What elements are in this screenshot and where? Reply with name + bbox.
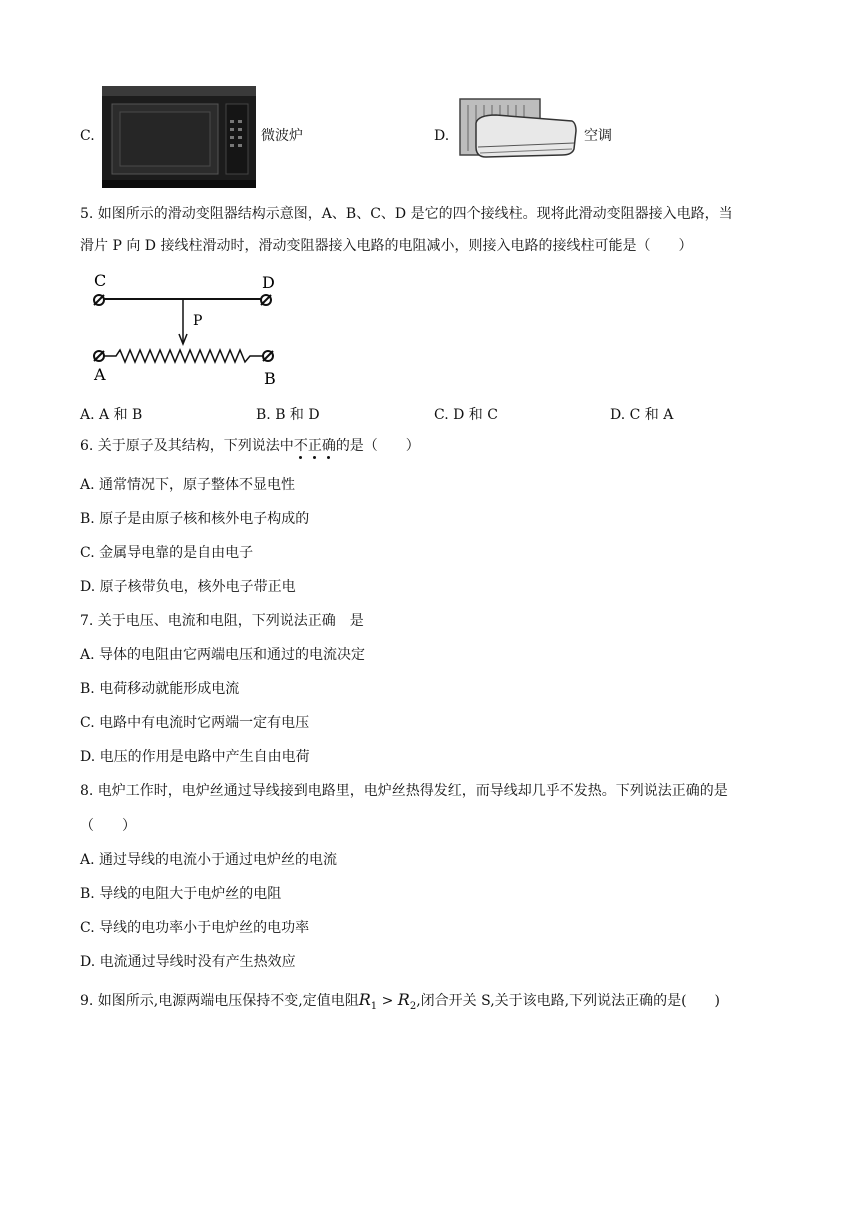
q8-option-b: B. 导线的电阻大于电炉丝的电阻 (80, 886, 282, 902)
terminal-a (94, 351, 104, 361)
q6-option-d: D. 原子核带负电，核外电子带正电 (80, 579, 296, 595)
rheostat-diagram (80, 268, 300, 390)
q8-option-d: D. 电流通过导线时没有产生热效应 (80, 954, 296, 970)
slider-p-label: P (193, 313, 203, 329)
q6-option-b: B. 原子是由原子核和核外电子构成的 (80, 511, 310, 527)
q5-stem-line2: 滑片 P 向 D 接线柱滑动时，滑动变阻器接入电路的电阻减小，则接入电路的接线柱可能是（ ） (80, 238, 693, 254)
q6-emphasis-2: 正 (307, 438, 322, 454)
q7-option-b: B. 电荷移动就能形成电流 (80, 681, 240, 697)
option-d-letter: D. (434, 128, 450, 144)
resistance-coil (104, 350, 263, 362)
q9-r2-symbol: R (397, 990, 410, 1009)
terminal-d (261, 295, 271, 305)
q9-greater-than: > (377, 993, 398, 1009)
q5-option-b: B. B 和 D (256, 407, 320, 423)
option-c-letter: C. (80, 128, 95, 144)
q6-stem-pre: 6. 关于原子及其结构，下列说法中 (80, 438, 294, 454)
option-d-label: 空调 (584, 128, 612, 144)
q5-option-c: C. D 和 C (434, 407, 498, 423)
q8-stem-line2: （ ） (80, 818, 136, 834)
q9-r2-subscript: 2 (409, 1000, 417, 1012)
terminal-a-label: A (94, 365, 106, 384)
q9-r1-subscript: 1 (370, 1000, 378, 1012)
q9-stem-post: ,闭合开关 S,关于该电路,下列说法正确的是( ) (416, 993, 721, 1009)
q6-option-c: C. 金属导电靠的是自由电子 (80, 545, 254, 561)
option-c-label: 微波炉 (261, 128, 303, 144)
q6-emphasis-3: 确 (321, 438, 336, 454)
q8-option-c: C. 导线的电功率小于电炉丝的电功率 (80, 920, 310, 936)
q6-stem (80, 436, 420, 456)
q5-stem-line1: 5. 如图所示的滑动变阻器结构示意图，A、B、C、D 是它的四个接线柱。现将此滑动变阻器接入电路，当 (80, 206, 733, 222)
q5-option-d: D. C 和 A (610, 407, 674, 423)
q6-option-a: A. 通常情况下，原子整体不显电性 (80, 477, 296, 493)
q9-r1-symbol: R (358, 990, 371, 1009)
terminal-b (263, 351, 273, 361)
terminal-d-label: D (262, 273, 275, 292)
terminal-b-label: B (264, 369, 276, 388)
q7-option-c: C. 电路中有电流时它两端一定有电压 (80, 715, 310, 731)
q7-option-a: A. 导体的电阻由它两端电压和通过的电流决定 (80, 647, 366, 663)
q6-emphasis-1: 不 (293, 438, 308, 454)
q7-option-d: D. 电压的作用是电路中产生自由电荷 (80, 749, 310, 765)
q9-stem (80, 990, 720, 1017)
q5-option-a: A. A 和 B (80, 407, 143, 423)
q8-option-a: A. 通过导线的电流小于通过电炉丝的电流 (80, 852, 338, 868)
air-conditioner-image (456, 95, 578, 165)
microwave-image (102, 86, 256, 188)
q7-stem: 7. 关于电压、电流和电阻，下列说法正确 是 (80, 613, 364, 629)
q9-stem-pre: 9. 如图所示,电源两端电压保持不变,定值电阻 (80, 993, 359, 1009)
terminal-c (94, 295, 104, 305)
q6-stem-post: 的是（ ） (335, 438, 420, 454)
terminal-c-label: C (94, 271, 107, 290)
q8-stem-line1: 8. 电炉工作时，电炉丝通过导线接到电路里，电炉丝热得发红，而导线却几乎不发热。下列说法正确的是 (80, 783, 728, 799)
